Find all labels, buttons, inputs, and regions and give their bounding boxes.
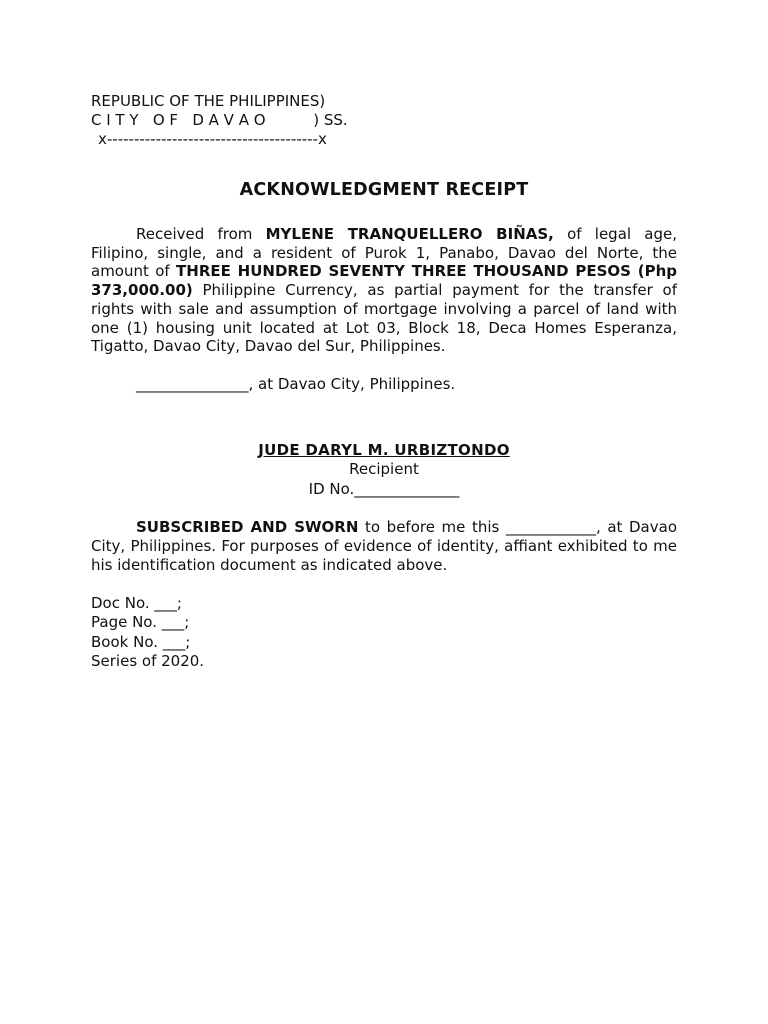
signatory-role: Recipient [349, 460, 419, 479]
series-year: Series of 2020. [91, 652, 205, 671]
page-number: Page No. ___; [91, 613, 190, 632]
receipt-intro: Received from [136, 225, 266, 243]
date-place-line: _______________, at Davao City, Philippines. [136, 374, 456, 393]
doc-number: Doc No. ___; [91, 593, 182, 612]
venue-caption [91, 92, 677, 149]
jurat-paragraph [91, 518, 677, 574]
signature-block [91, 441, 677, 500]
signatory-id: ID No.______________ [308, 479, 460, 498]
payer-name: MYLENE TRANQUELLERO BIÑAS, [265, 225, 554, 243]
amount-text: THREE HUNDRED SEVENTY THREE THOUSAND PESOS (Php 373,000.00) [91, 262, 678, 300]
jurat-text: to before me this ____________, at Davao City, Philippines. For purposes of evidence of identity, affiant exhibited to me his identification document as indicated above. [91, 518, 677, 574]
caption-republic: REPUBLIC OF THE PHILIPPINES) [91, 92, 326, 110]
document-page [91, 92, 677, 672]
payer-details: of legal age, Filipino, single, and a resident of Purok 1, Panabo, Davao del Norte, the amount of [91, 225, 677, 281]
caption-city: C I T Y O F D A V A O ) SS. [91, 111, 348, 129]
document-title: ACKNOWLEDGMENT RECEIPT [239, 180, 529, 200]
book-number: Book No. ___; [91, 632, 191, 651]
notarial-references [91, 594, 677, 672]
payment-purpose: Philippine Currency, as partial payment for the transfer of rights with sale and assumption of mortgage involving a parcel of land with one (1) housing unit located at Lot 03, Block 18, Deca Homes Esperanza, Tigatto, Davao City, Davao del Sur, Philippines. [91, 281, 677, 356]
caption-rule: x---------------------------------------x [98, 130, 327, 148]
receipt-paragraph [91, 225, 677, 356]
signatory-name: JUDE DARYL M. URBIZTONDO [258, 440, 510, 459]
jurat-lead: SUBSCRIBED AND SWORN [136, 518, 359, 537]
